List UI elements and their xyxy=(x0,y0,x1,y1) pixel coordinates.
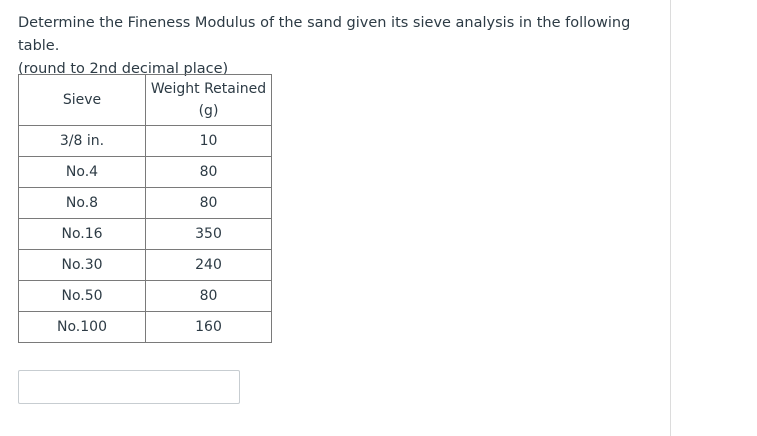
sieve-cell: No.100 xyxy=(19,312,146,343)
table-row xyxy=(19,219,272,250)
weight-header-label: Weight Retained xyxy=(150,81,267,97)
weight-cell: 80 xyxy=(146,188,272,219)
sieve-cell: No.4 xyxy=(19,157,146,188)
content-divider xyxy=(670,0,671,436)
sieve-cell: No.8 xyxy=(19,188,146,219)
answer-input[interactable] xyxy=(18,370,240,404)
sieve-cell: No.16 xyxy=(19,219,146,250)
weight-cell: 240 xyxy=(146,250,272,281)
table-row xyxy=(19,126,272,157)
question-rounding-note: (round to 2nd decimal place) xyxy=(18,61,229,77)
sieve-cell: No.50 xyxy=(19,281,146,312)
table-row xyxy=(19,312,272,343)
table-row xyxy=(19,157,272,188)
sieve-cell: No.30 xyxy=(19,250,146,281)
table-row xyxy=(19,250,272,281)
weight-cell: 80 xyxy=(146,281,272,312)
question-text xyxy=(18,12,668,81)
weight-cell: 160 xyxy=(146,312,272,343)
weight-cell: 10 xyxy=(146,126,272,157)
weight-retained-column-header xyxy=(146,75,272,126)
table-header-row xyxy=(19,75,272,126)
sieve-cell: 3/8 in. xyxy=(19,126,146,157)
weight-cell: 80 xyxy=(146,157,272,188)
question-prompt: Determine the Fineness Modulus of the sand given its sieve analysis in the following table. xyxy=(18,15,631,54)
table-row xyxy=(19,188,272,219)
table-row xyxy=(19,281,272,312)
weight-header-unit: (g) xyxy=(198,103,219,119)
sieve-column-header: Sieve xyxy=(19,75,146,126)
sieve-analysis-table xyxy=(18,74,272,343)
weight-cell: 350 xyxy=(146,219,272,250)
